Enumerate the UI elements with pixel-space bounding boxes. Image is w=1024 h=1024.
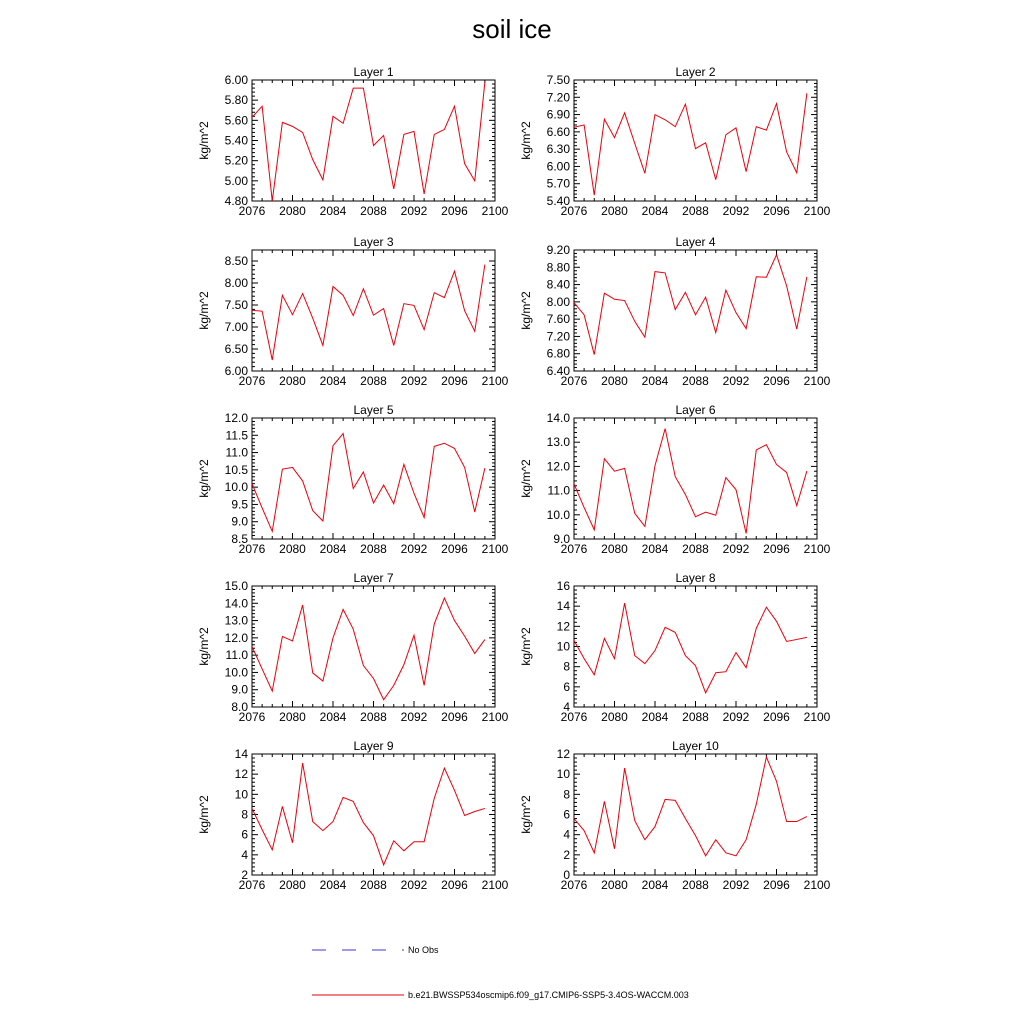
x-tick-label: 2084 <box>319 710 347 724</box>
plot-frame <box>252 250 495 371</box>
y-tick-label: 10.0 <box>546 507 570 522</box>
y-tick-label: 0 <box>563 868 570 882</box>
panel-layer-5 <box>197 403 509 556</box>
panel-layer-6 <box>519 403 831 556</box>
y-tick-label: 8 <box>563 659 570 674</box>
y-tick-label: 6.30 <box>546 142 570 157</box>
y-tick-label: 9.20 <box>546 243 570 257</box>
y-tick-label: 7.00 <box>224 320 248 334</box>
panel-layer-9 <box>197 739 509 892</box>
plot-frame <box>252 586 495 707</box>
y-axis-label: kg/m^2 <box>519 291 533 330</box>
y-tick-label: 16 <box>556 579 570 593</box>
plot-frame <box>252 754 495 875</box>
y-tick-label: 4 <box>563 827 570 842</box>
x-tick-label: 2100 <box>481 542 509 556</box>
y-tick-label: 6.00 <box>546 159 570 174</box>
x-tick-label: 2088 <box>682 710 709 724</box>
y-tick-label: 11.5 <box>225 428 248 443</box>
x-tick-label: 2084 <box>319 204 347 218</box>
panel-title: Layer 6 <box>675 403 716 417</box>
x-tick-label: 2100 <box>803 878 831 892</box>
x-tick-label: 2080 <box>601 710 628 724</box>
x-tick-label: 2092 <box>722 878 750 892</box>
y-tick-label: 7.20 <box>546 329 570 344</box>
x-tick-label: 2100 <box>803 374 831 388</box>
x-tick-label: 2084 <box>319 542 347 556</box>
series-line <box>252 82 485 201</box>
panel-layer-4 <box>519 235 831 388</box>
plot-frame <box>574 80 817 201</box>
x-tick-label: 2100 <box>481 374 509 388</box>
x-tick-label: 2088 <box>360 374 387 388</box>
x-tick-label: 2092 <box>400 710 428 724</box>
x-tick-label: 2080 <box>279 710 306 724</box>
y-tick-label: 14 <box>556 599 570 614</box>
y-tick-label: 8.40 <box>546 277 570 292</box>
x-tick-label: 2100 <box>803 204 831 218</box>
y-tick-label: 12.0 <box>224 411 248 425</box>
y-tick-label: 5.60 <box>224 113 248 128</box>
x-tick-label: 2096 <box>441 542 468 556</box>
panel-title: Layer 8 <box>675 571 716 585</box>
x-tick-label: 2096 <box>763 542 790 556</box>
y-tick-label: 11.0 <box>547 483 570 498</box>
x-tick-label: 2088 <box>682 878 709 892</box>
panel-title: Layer 1 <box>353 65 394 79</box>
y-axis-label: kg/m^2 <box>519 121 533 160</box>
plot-frame <box>574 586 817 707</box>
x-tick-label: 2084 <box>641 204 669 218</box>
y-tick-label: 9.5 <box>231 497 248 512</box>
y-tick-label: 5.70 <box>546 176 570 191</box>
x-tick-label: 2092 <box>400 878 428 892</box>
x-tick-label: 2092 <box>722 542 750 556</box>
y-tick-label: 13.0 <box>224 613 248 628</box>
x-tick-label: 2080 <box>279 374 306 388</box>
series-line <box>574 429 807 534</box>
y-axis-label: kg/m^2 <box>197 459 211 498</box>
x-tick-label: 2076 <box>238 204 266 218</box>
x-tick-label: 2088 <box>360 878 387 892</box>
x-tick-label: 2084 <box>641 542 669 556</box>
legend-obs-label: No Obs <box>408 945 439 955</box>
x-tick-label: 2076 <box>238 374 266 388</box>
x-tick-label: 2096 <box>441 710 468 724</box>
y-tick-label: 7.50 <box>546 73 570 87</box>
y-tick-label: 12.0 <box>224 630 248 645</box>
y-tick-label: 5.40 <box>546 194 570 208</box>
plot-frame <box>252 80 495 201</box>
x-tick-label: 2076 <box>238 710 266 724</box>
panel-title: Layer 7 <box>353 571 394 585</box>
x-tick-label: 2076 <box>560 710 588 724</box>
y-tick-label: 10.5 <box>224 462 248 477</box>
y-tick-label: 10.0 <box>224 665 248 680</box>
x-tick-label: 2092 <box>722 710 750 724</box>
y-tick-label: 10 <box>556 767 570 782</box>
x-tick-label: 2100 <box>481 710 509 724</box>
y-tick-label: 12 <box>556 619 570 634</box>
y-axis-label: kg/m^2 <box>519 627 533 666</box>
y-tick-label: 8 <box>241 807 248 822</box>
y-tick-label: 8.0 <box>231 700 248 714</box>
x-tick-label: 2080 <box>279 204 306 218</box>
y-tick-label: 9.0 <box>231 682 248 697</box>
x-tick-label: 2096 <box>763 710 790 724</box>
x-tick-label: 2080 <box>601 374 628 388</box>
series-line <box>252 434 485 532</box>
y-tick-label: 10 <box>234 787 248 802</box>
x-tick-label: 2092 <box>400 204 428 218</box>
y-tick-label: 6 <box>241 827 248 842</box>
y-tick-label: 7.50 <box>224 298 248 312</box>
y-axis-label: kg/m^2 <box>519 459 533 498</box>
y-tick-label: 5.40 <box>224 133 248 148</box>
series-line <box>574 255 807 355</box>
x-tick-label: 2096 <box>441 374 468 388</box>
panel-title: Layer 10 <box>672 739 719 753</box>
x-tick-label: 2096 <box>763 878 790 892</box>
panel-layer-7 <box>197 571 509 724</box>
y-tick-label: 6.80 <box>546 346 570 361</box>
y-tick-label: 8.80 <box>546 260 570 275</box>
y-axis-label: kg/m^2 <box>197 291 211 330</box>
y-tick-label: 4 <box>563 700 570 714</box>
panel-title: Layer 2 <box>675 65 716 79</box>
x-tick-label: 2096 <box>763 374 790 388</box>
y-tick-label: 5.80 <box>224 93 248 108</box>
y-tick-label: 12 <box>234 767 248 782</box>
x-tick-label: 2084 <box>319 878 347 892</box>
series-line <box>252 598 485 700</box>
y-tick-label: 6 <box>563 807 570 822</box>
x-tick-label: 2088 <box>360 204 387 218</box>
plot-frame <box>574 754 817 875</box>
panel-title: Layer 9 <box>353 739 394 753</box>
y-axis-label: kg/m^2 <box>197 121 211 160</box>
y-tick-label: 9.0 <box>231 514 248 529</box>
y-tick-label: 6.00 <box>224 73 248 87</box>
x-tick-label: 2100 <box>481 878 509 892</box>
y-tick-label: 8.00 <box>224 276 248 290</box>
y-tick-label: 15.0 <box>224 579 248 593</box>
y-tick-label: 8.5 <box>231 532 248 546</box>
x-tick-label: 2088 <box>682 542 709 556</box>
y-tick-label: 4 <box>241 847 248 862</box>
x-tick-label: 2092 <box>722 204 750 218</box>
plot-frame <box>574 418 817 539</box>
y-tick-label: 6.50 <box>224 342 248 356</box>
y-tick-label: 14.0 <box>224 596 248 611</box>
y-tick-label: 5.00 <box>224 173 248 188</box>
x-tick-label: 2100 <box>803 710 831 724</box>
y-tick-label: 6.60 <box>546 124 570 139</box>
y-tick-label: 10.0 <box>224 480 248 495</box>
x-tick-label: 2092 <box>400 542 428 556</box>
x-tick-label: 2080 <box>601 204 628 218</box>
x-tick-label: 2080 <box>601 542 628 556</box>
x-tick-label: 2100 <box>481 204 509 218</box>
x-tick-label: 2096 <box>441 204 468 218</box>
y-tick-label: 12.0 <box>546 459 570 474</box>
plot-frame <box>252 418 495 539</box>
y-tick-label: 12 <box>556 747 570 761</box>
x-tick-label: 2100 <box>803 542 831 556</box>
x-tick-label: 2076 <box>238 878 266 892</box>
x-tick-label: 2076 <box>238 542 266 556</box>
y-tick-label: 7.20 <box>546 90 570 105</box>
x-tick-label: 2076 <box>560 542 588 556</box>
y-tick-label: 8.50 <box>224 254 248 268</box>
panel-grid <box>197 65 831 892</box>
x-tick-label: 2088 <box>360 542 387 556</box>
x-tick-label: 2096 <box>763 204 790 218</box>
panel-title: Layer 4 <box>675 235 716 249</box>
series-line <box>252 265 485 360</box>
x-tick-label: 2088 <box>360 710 387 724</box>
y-tick-label: 10 <box>556 639 570 654</box>
series-line <box>574 603 807 693</box>
x-tick-label: 2088 <box>682 374 709 388</box>
panel-title: Layer 3 <box>353 235 394 249</box>
y-tick-label: 8.00 <box>546 294 570 309</box>
y-tick-label: 5.20 <box>224 153 248 168</box>
y-tick-label: 14 <box>234 747 248 761</box>
panel-title: Layer 5 <box>353 403 394 417</box>
y-tick-label: 8 <box>563 787 570 802</box>
x-tick-label: 2088 <box>682 204 709 218</box>
y-axis-label: kg/m^2 <box>197 795 211 834</box>
series-line <box>574 757 807 856</box>
x-tick-label: 2080 <box>601 878 628 892</box>
y-axis-label: kg/m^2 <box>197 627 211 666</box>
x-tick-label: 2076 <box>560 878 588 892</box>
y-tick-label: 11.0 <box>225 648 248 663</box>
x-tick-label: 2080 <box>279 878 306 892</box>
panel-layer-8 <box>519 571 831 724</box>
y-tick-label: 6 <box>563 679 570 694</box>
x-tick-label: 2092 <box>400 374 428 388</box>
y-tick-label: 11.0 <box>225 445 248 460</box>
y-tick-label: 9.0 <box>553 532 570 546</box>
x-tick-label: 2096 <box>441 878 468 892</box>
y-tick-label: 13.0 <box>546 435 570 450</box>
figure-title: soil ice <box>472 14 552 44</box>
y-axis-label: kg/m^2 <box>519 795 533 834</box>
panel-layer-3 <box>197 235 509 388</box>
legend-model-label: b.e21.BWSSP534oscmip6.f09_g17.CMIP6-SSP5-3.4OS-WACCM.003 <box>408 990 689 1000</box>
x-tick-label: 2080 <box>279 542 306 556</box>
y-tick-label: 2 <box>563 847 570 862</box>
y-tick-label: 4.80 <box>224 194 248 208</box>
y-tick-label: 14.0 <box>546 411 570 425</box>
x-tick-label: 2076 <box>560 374 588 388</box>
y-tick-label: 2 <box>241 868 248 882</box>
x-tick-label: 2084 <box>641 374 669 388</box>
y-tick-label: 6.00 <box>224 364 248 378</box>
panel-layer-1 <box>197 65 509 218</box>
x-tick-label: 2076 <box>560 204 588 218</box>
y-tick-label: 6.40 <box>546 364 570 378</box>
panel-layer-10 <box>519 739 831 892</box>
legend <box>312 945 689 1000</box>
x-tick-label: 2084 <box>319 374 347 388</box>
y-tick-label: 6.90 <box>546 107 570 122</box>
y-tick-label: 7.60 <box>546 312 570 327</box>
x-tick-label: 2084 <box>641 878 669 892</box>
series-line <box>574 93 807 195</box>
x-tick-label: 2084 <box>641 710 669 724</box>
series-line <box>252 763 485 865</box>
x-tick-label: 2092 <box>722 374 750 388</box>
panel-layer-2 <box>519 65 831 218</box>
